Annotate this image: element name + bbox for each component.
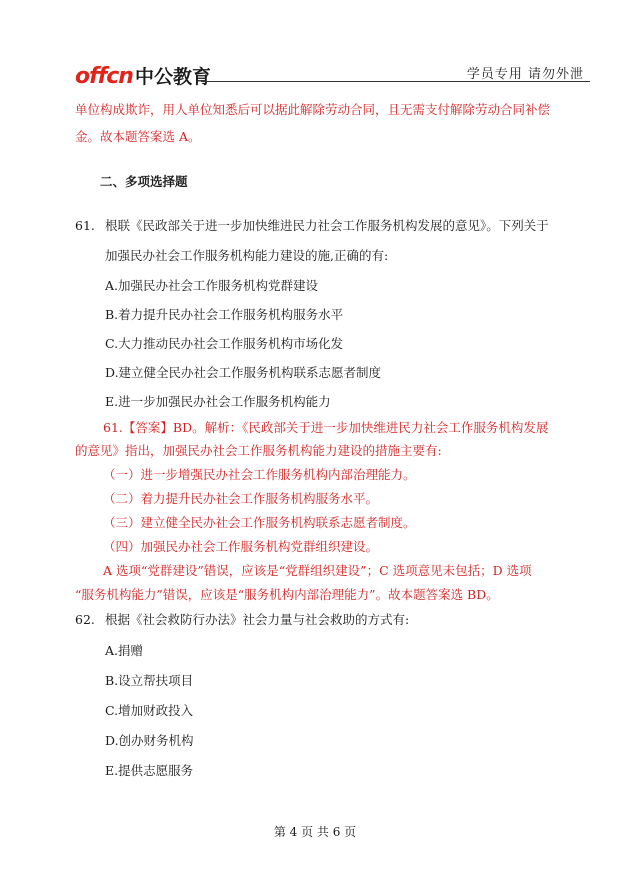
continued-answer-line-1: 单位构成欺诈，用人单位知悉后可以据此解除劳动合同，且无需支付解除劳动合同补偿 [75,102,551,117]
question-61-option-a: A.加强民办社会工作服务机构党群建设 [105,278,319,293]
question-61-number: 61. [75,218,95,233]
question-61-stem-line-1: 根联《民政部关于进一步加快维进民力社会工作服务机构发展的意见》。下列关于 [105,218,549,233]
question-62-stem: 根据《社会救防行办法》社会力量与社会救助的方式有: [105,612,410,627]
logo-cn-text: 中公教育 [134,66,211,88]
answer-61-explanation-line-2: “服务机构能力”错误，应该是“服务机构内部治理能力”。故本题答案选 BD。 [75,587,499,602]
answer-61-line-2: 的意见》指出，加强民办社会工作服务机构能力建设的措施主要有: [75,443,442,458]
continued-answer-line-2: 金。故本题答案选 A。 [75,129,201,144]
question-61-option-d: D.建立健全民办社会工作服务机构联系志愿者制度 [105,365,382,380]
question-61-option-b: B.着力提升民办社会工作服务机构服务水平 [105,307,344,322]
question-62-option-d: D.创办财务机构 [105,733,194,748]
question-62-option-a: A.捐赠 [105,643,144,658]
logo-offcn-text: offcn [75,64,133,89]
answer-61-line-1: 61.【答案】BD。解析：《民政部关于进一步加快维进民力社会工作服务机构发展 [103,420,549,435]
question-62-number: 62. [75,612,95,627]
offcn-logo [75,62,211,89]
answer-61-point-3: （三）建立健全民办社会工作服务机构联系志愿者制度。 [103,515,416,530]
question-61-stem-line-2: 加强民办社会工作服务机构能力建设的施,正确的有: [105,248,389,263]
question-62-option-e: E.提供志愿服务 [105,763,194,778]
page-header [75,60,590,90]
section-title: 二、多项选择题 [100,174,188,189]
page-footer: 第 4 页 共 6 页 [273,825,357,839]
question-61-option-c: C.大力推动民办社会工作服务机构市场化发 [105,336,344,351]
answer-61-point-1: （一）进一步增强民办社会工作服务机构内部治理能力。 [103,467,416,482]
answer-61-point-4: （四）加强民办社会工作服务机构党群组织建设。 [103,539,379,554]
question-62-option-b: B.设立帮扶项目 [105,673,194,688]
header-notice: 学员专用 请勿外泄 [466,67,584,82]
question-61-option-e: E.进一步加强民办社会工作服务机构能力 [105,394,331,409]
answer-61-point-2: （二）着力提升民办社会工作服务机构服务水平。 [103,491,379,506]
question-62-option-c: C.增加财政投入 [105,703,194,718]
answer-61-explanation-line-1: A 选项“党群建设”错误，应该是“党群组织建设”；C 选项意见未包括；D 选项 [103,563,532,578]
